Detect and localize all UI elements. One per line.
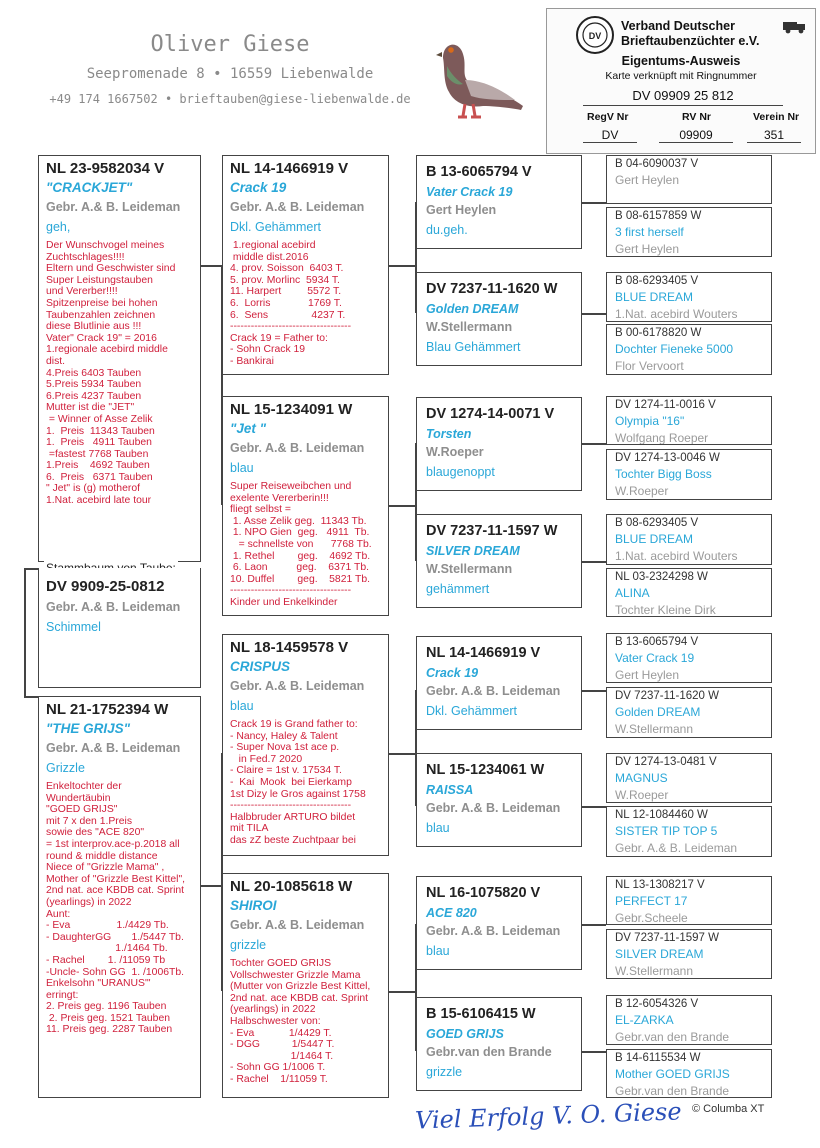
ring-number: DV 1274-14-0071 V <box>426 406 555 422</box>
copyright: © Columba XT <box>692 1103 765 1115</box>
breeder: Gebr.Scheele <box>615 911 688 925</box>
card-col3-label: Verein Nr <box>753 111 800 123</box>
card-org-line1: Verband Deutscher <box>621 19 735 33</box>
ring-number: NL 20-1085618 W <box>230 878 353 895</box>
breeder: Gebr. A.& B. Leideman <box>615 841 738 855</box>
ancestor-card <box>606 929 772 979</box>
breeder: Tochter Kleine Dirk <box>615 603 716 617</box>
ring-number: NL 18-1459578 V <box>230 639 349 656</box>
connector <box>389 265 415 267</box>
breeder: Gebr. A.& B. Leideman <box>426 684 561 698</box>
pigeon-name: PERFECT 17 <box>615 894 688 908</box>
plumage-color: blaugenoppt <box>426 465 495 479</box>
pigeon-name: 3 first herself <box>615 225 684 239</box>
ring-number: NL 23-9582034 V <box>46 160 165 177</box>
pigeon-name: Torsten <box>426 427 472 441</box>
ring-number: B 14-6115534 W <box>615 1052 701 1064</box>
ring-number: NL 13-1308217 V <box>615 879 705 891</box>
breeder: Gebr. A.& B. Leideman <box>426 924 561 938</box>
connector <box>582 443 606 445</box>
ring-number: DV 1274-13-0481 V <box>615 756 717 768</box>
ring-number: B 08-6157859 W <box>615 210 702 222</box>
pigeon-name: SHIROI <box>230 898 277 913</box>
ring-number: B 04-6090037 V <box>615 158 699 170</box>
pigeon-notes: Crack 19 is Grand father to: - Nancy, Haley & Talent - Super Nova 1st ace p. in Fed.7 2020 - Claire = 1st v. 17534 T. - Kai Mook bei Eierkamp 1st Dizy le Gros against 1758 ----------------------------------- Halbbruder ARTURO bildet mit TILA das zZ beste Zuchtpaar bei <box>230 719 366 846</box>
plumage-color: du.geh. <box>426 223 468 237</box>
pigeon-name: ACE 820 <box>426 906 477 920</box>
pigeon-name: ALINA <box>615 586 650 600</box>
breeder: Gebr. A.& B. Leideman <box>46 741 181 755</box>
pigeon-name: "THE GRIJS" <box>46 721 131 736</box>
connector <box>389 505 415 507</box>
plumage-color: Dkl. Gehämmert <box>230 220 321 234</box>
card-org-line2: Brieftaubenzüchter e.V. <box>621 34 760 48</box>
breeder: Gebr. A.& B. Leideman <box>230 679 365 693</box>
great-grandparent-card <box>416 997 582 1091</box>
ancestor-card <box>606 687 772 738</box>
ancestor-card <box>606 155 772 204</box>
connector <box>582 561 606 563</box>
pigeon-notes: Tochter GOED GRIJS Vollschwester Grizzle Mama (Mutter von Grizzle Best Kittel, 2nd nat. ace KBDB cat. Sprint (yearlings) in 2022 Halbschwester von: - Eva 1/4429 T. - DGG 1/5447 T. 1/1464 T. - Sohn GG 1/1006 T. - Rachel 1/11059 T. <box>230 958 371 1085</box>
ring-number: NL 14-1466919 V <box>230 160 349 177</box>
ring-number: DV 7237-11-1620 W <box>426 281 558 297</box>
breeder: Gert Heylen <box>426 203 497 217</box>
breeder: W.Stellermann <box>615 722 694 736</box>
connector <box>24 568 26 696</box>
great-grandparent-card <box>416 636 582 730</box>
pigeon-name: Dochter Fieneke 5000 <box>615 342 734 356</box>
breeder: Gert Heylen <box>615 668 680 682</box>
grandparent-card <box>222 396 389 616</box>
pigeon-notes: Enkeltochter der Wundertäubin "GOED GRIJS" mit 7 x den 1.Preis sowie des "ACE 820" = 1st interprov.ace-p.2018 all round & middle distance Niece of "Grizzle Mama" , Mother of "Grizzle Best Kittel", 2nd nat. ace KBDB cat. Sprint (yearlings) in 2022 Aunt: - Eva 1./4429 Tb. - DaughterGG 1./5447 Tb. 1./1464 Tb. - Rachel 1. /11059 Tb -Uncle- Sohn GG 1. /1006Tb. Enkelsohn "URANUS"' erringt: 2. Preis geg. 1196 Tauben 2. Preis geg. 1521 Tauben 11. Preis geg. 2287 Tauben <box>46 781 186 1036</box>
card-col1-label: RegV Nr <box>587 111 629 123</box>
subject-card <box>38 568 201 688</box>
pigeon-notes: Der Wunschvogel meines Zuchtschlages!!!! Eltern und Geschwister sind Super Leistungstauben und Vererber!!!! Spitzenpreise bei hohen Taubenzahlen zeichnen diese Blutlinie aus !!! Vater" Crack 19" = 2016 1.regionale acebird middle dist. 4.Preis 6403 Tauben 5.Preis 5934 Tauben 6.Preis 4237 Tauben Mutter ist die "JET" = Winner of Asse Zelik 1. Preis 11343 Tauben 1. Preis 4911 Tauben =fastest 7768 Tauben 1.Preis 4692 Tauben 6. Preis 6371 Tauben " Jet" is (g) motherof 1.Nat. acebird late tour <box>46 240 176 507</box>
connector <box>24 568 38 570</box>
plumage-color: geh, <box>46 220 71 234</box>
connector <box>582 690 606 692</box>
pigeon-notes: Super Reiseweibchen und exelente Vererberin!!! fliegt selbst = 1. Asse Zelik geg. 11343 Tb. 1. NPO Gien geg. 4911 Tb. = schnellste von 7768 Tb. 1. Rethel geg. 4692 Tb. 6. Laon geg. 6371 Tb. 10. Duffel geg. 5821 Tb. ----------------------------------- Kinder und Enkelkinder <box>230 481 372 608</box>
pigeon-image <box>425 28 527 124</box>
ring-number: DV 9909-25-0812 <box>46 578 165 595</box>
pigeon-name: Golden DREAM <box>426 302 519 316</box>
breeder: Gebr. A.& B. Leideman <box>230 441 365 455</box>
ancestor-card <box>606 272 772 322</box>
owner-address: Seepromenade 8 • 16559 Liebenwalde <box>86 66 374 82</box>
pigeon-name: SILVER DREAM <box>426 544 520 558</box>
ring-number: B 00-6178820 W <box>615 327 702 339</box>
ancestor-card <box>606 449 772 500</box>
ring-number: DV 7237-11-1597 W <box>615 932 719 944</box>
pigeon-name: Mother GOED GRIJS <box>615 1067 730 1081</box>
pigeon-name: Crack 19 <box>426 666 479 680</box>
pigeon-name: BLUE DREAM <box>615 290 694 304</box>
breeder: Wolfgang Roeper <box>615 431 709 445</box>
connector <box>201 265 221 267</box>
ring-number: DV 7237-11-1597 W <box>426 523 558 539</box>
breeder: Gert Heylen <box>615 242 680 256</box>
breeder: Gebr.van den Brande <box>426 1045 552 1059</box>
breeder: Gebr. A.& B. Leideman <box>46 600 181 614</box>
ancestor-card <box>606 753 772 803</box>
ancestor-card <box>606 324 772 375</box>
breeder: W.Stellermann <box>426 562 513 576</box>
breeder: Gebr.van den Brande <box>615 1030 730 1044</box>
ancestor-card <box>606 568 772 617</box>
great-grandparent-card <box>416 155 582 249</box>
grandparent-card <box>222 155 389 375</box>
great-grandparent-card <box>416 753 582 847</box>
dam-card <box>38 696 201 1098</box>
great-grandparent-card <box>416 876 582 970</box>
ancestor-card <box>606 995 772 1045</box>
plumage-color: blau <box>230 699 254 713</box>
plumage-color: Dkl. Gehämmert <box>426 704 517 718</box>
ring-number: NL 14-1466919 V <box>426 645 541 661</box>
ring-number: NL 03-2324298 W <box>615 571 708 583</box>
pigeon-name: BLUE DREAM <box>615 532 694 546</box>
ancestor-card <box>606 876 772 925</box>
breeder: Gebr.van den Brande <box>615 1084 730 1098</box>
plumage-color: blau <box>230 461 254 475</box>
great-grandparent-card <box>416 514 582 608</box>
pigeon-name: CRISPUS <box>230 659 291 674</box>
pigeon-name: Tochter Bigg Boss <box>615 467 712 481</box>
owner-name: Oliver Giese <box>150 32 310 57</box>
breeder: 1.Nat. acebird Wouters <box>615 307 738 321</box>
ring-number: B 08-6293405 V <box>615 517 699 529</box>
ring-number: B 13-6065794 V <box>615 636 699 648</box>
breeder: W.Roeper <box>426 445 484 459</box>
ring-number: B 08-6293405 V <box>615 275 699 287</box>
pigeon-name: Olympia "16" <box>615 414 685 428</box>
ring-number: B 12-6054326 V <box>615 998 699 1010</box>
breeder: Gebr. A.& B. Leideman <box>230 918 365 932</box>
card-col3-value: 351 <box>747 128 801 143</box>
handwritten-signature: Viel Erfolg V. O. Giese <box>414 1097 682 1135</box>
ring-number: DV 7237-11-1620 W <box>615 690 719 702</box>
ring-number: NL 15-1234091 W <box>230 401 353 418</box>
pigeon-name: MAGNUS <box>615 771 668 785</box>
connector <box>582 202 606 204</box>
pigeon-name: Vater Crack 19 <box>615 651 695 665</box>
great-grandparent-card <box>416 397 582 491</box>
ancestor-card <box>606 806 772 857</box>
ring-number: NL 15-1234061 W <box>426 762 545 778</box>
breeder: Gebr. A.& B. Leideman <box>426 801 561 815</box>
connector <box>389 991 415 993</box>
svg-text:DV: DV <box>588 31 602 41</box>
card-col2-label: RV Nr <box>682 111 711 123</box>
pigeon-name: "Jet " <box>230 421 267 436</box>
ancestor-card <box>606 1049 772 1098</box>
ownership-card <box>546 8 816 154</box>
ring-number: DV 1274-13-0046 W <box>615 452 720 464</box>
great-grandparent-card <box>416 272 582 366</box>
ring-number: NL 16-1075820 V <box>426 885 541 901</box>
pigeon-name: Vater Crack 19 <box>426 185 513 199</box>
pigeon-name: "CRACKJET" <box>46 180 133 195</box>
breeder: Gebr. A.& B. Leideman <box>230 200 365 214</box>
breeder: W.Roeper <box>615 788 669 802</box>
breeder: Gebr. A.& B. Leideman <box>46 200 181 214</box>
connector <box>582 924 606 926</box>
ring-number: DV 1274-11-0016 V <box>615 399 716 411</box>
breeder: Gert Heylen <box>615 173 680 187</box>
plumage-color: Grizzle <box>46 761 85 775</box>
card-title: Eigentums-Ausweis <box>621 54 741 68</box>
plumage-color: grizzle <box>230 938 267 952</box>
ancestor-card <box>606 633 772 683</box>
connector <box>389 753 415 755</box>
ring-number: B 15-6106415 W <box>426 1006 536 1022</box>
pigeon-name: RAISSA <box>426 783 474 797</box>
plumage-color: gehämmert <box>426 582 490 596</box>
pigeon-name: SISTER TIP TOP 5 <box>615 824 718 838</box>
connector <box>24 696 38 698</box>
breeder: 1.Nat. acebird Wouters <box>615 549 738 563</box>
ancestor-card <box>606 396 772 445</box>
truck-icon <box>782 18 808 34</box>
plumage-color: blau <box>426 944 450 958</box>
plumage-color: blau <box>426 821 450 835</box>
owner-contact: +49 174 1667502 • brieftauben@giese-liebenwalde.de <box>49 92 411 106</box>
vdb-logo-icon <box>575 15 615 55</box>
breeder: Flor Vervoort <box>615 359 684 373</box>
plumage-color: grizzle <box>426 1065 463 1079</box>
pigeon-name: Golden DREAM <box>615 705 701 719</box>
sire-card <box>38 155 201 562</box>
connector <box>582 313 606 315</box>
connector <box>201 885 221 887</box>
breeder: W.Stellermann <box>615 964 694 978</box>
plumage-color: Schimmel <box>46 620 101 634</box>
ring-number: NL 12-1084460 W <box>615 809 708 821</box>
card-col2-value: 09909 <box>659 128 733 143</box>
card-ring-number: DV 09909 25 812 <box>583 88 783 106</box>
pigeon-notes: 1.regional acebird middle dist.2016 4. prov. Soisson 6403 T. 5. prov. Morlinc 5934 T. 11. Harpert 5572 T. 6. Lorris 1769 T. 6. Sens 4237 T. ----------------------------------- Crack 19 = Father to: - Sohn Crack 19 - Bankirai <box>230 240 352 367</box>
breeder: W.Stellermann <box>426 320 513 334</box>
card-col1-value: DV <box>583 128 637 143</box>
ring-number: B 13-6065794 V <box>426 164 532 180</box>
pigeon-name: SILVER DREAM <box>615 947 704 961</box>
ring-number: NL 21-1752394 W <box>46 701 169 718</box>
pigeon-name: Crack 19 <box>230 180 287 195</box>
plumage-color: Blau Gehämmert <box>426 340 521 354</box>
ancestor-card <box>606 514 772 565</box>
connector <box>582 806 606 808</box>
grandparent-card <box>222 873 389 1098</box>
card-subtitle: Karte verknüpft mit Ringnummer <box>605 70 757 82</box>
connector <box>582 1051 606 1053</box>
pigeon-name: GOED GRIJS <box>426 1027 504 1041</box>
grandparent-card <box>222 634 389 856</box>
pigeon-name: EL-ZARKA <box>615 1013 674 1027</box>
ancestor-card <box>606 207 772 257</box>
breeder: W.Roeper <box>615 484 669 498</box>
